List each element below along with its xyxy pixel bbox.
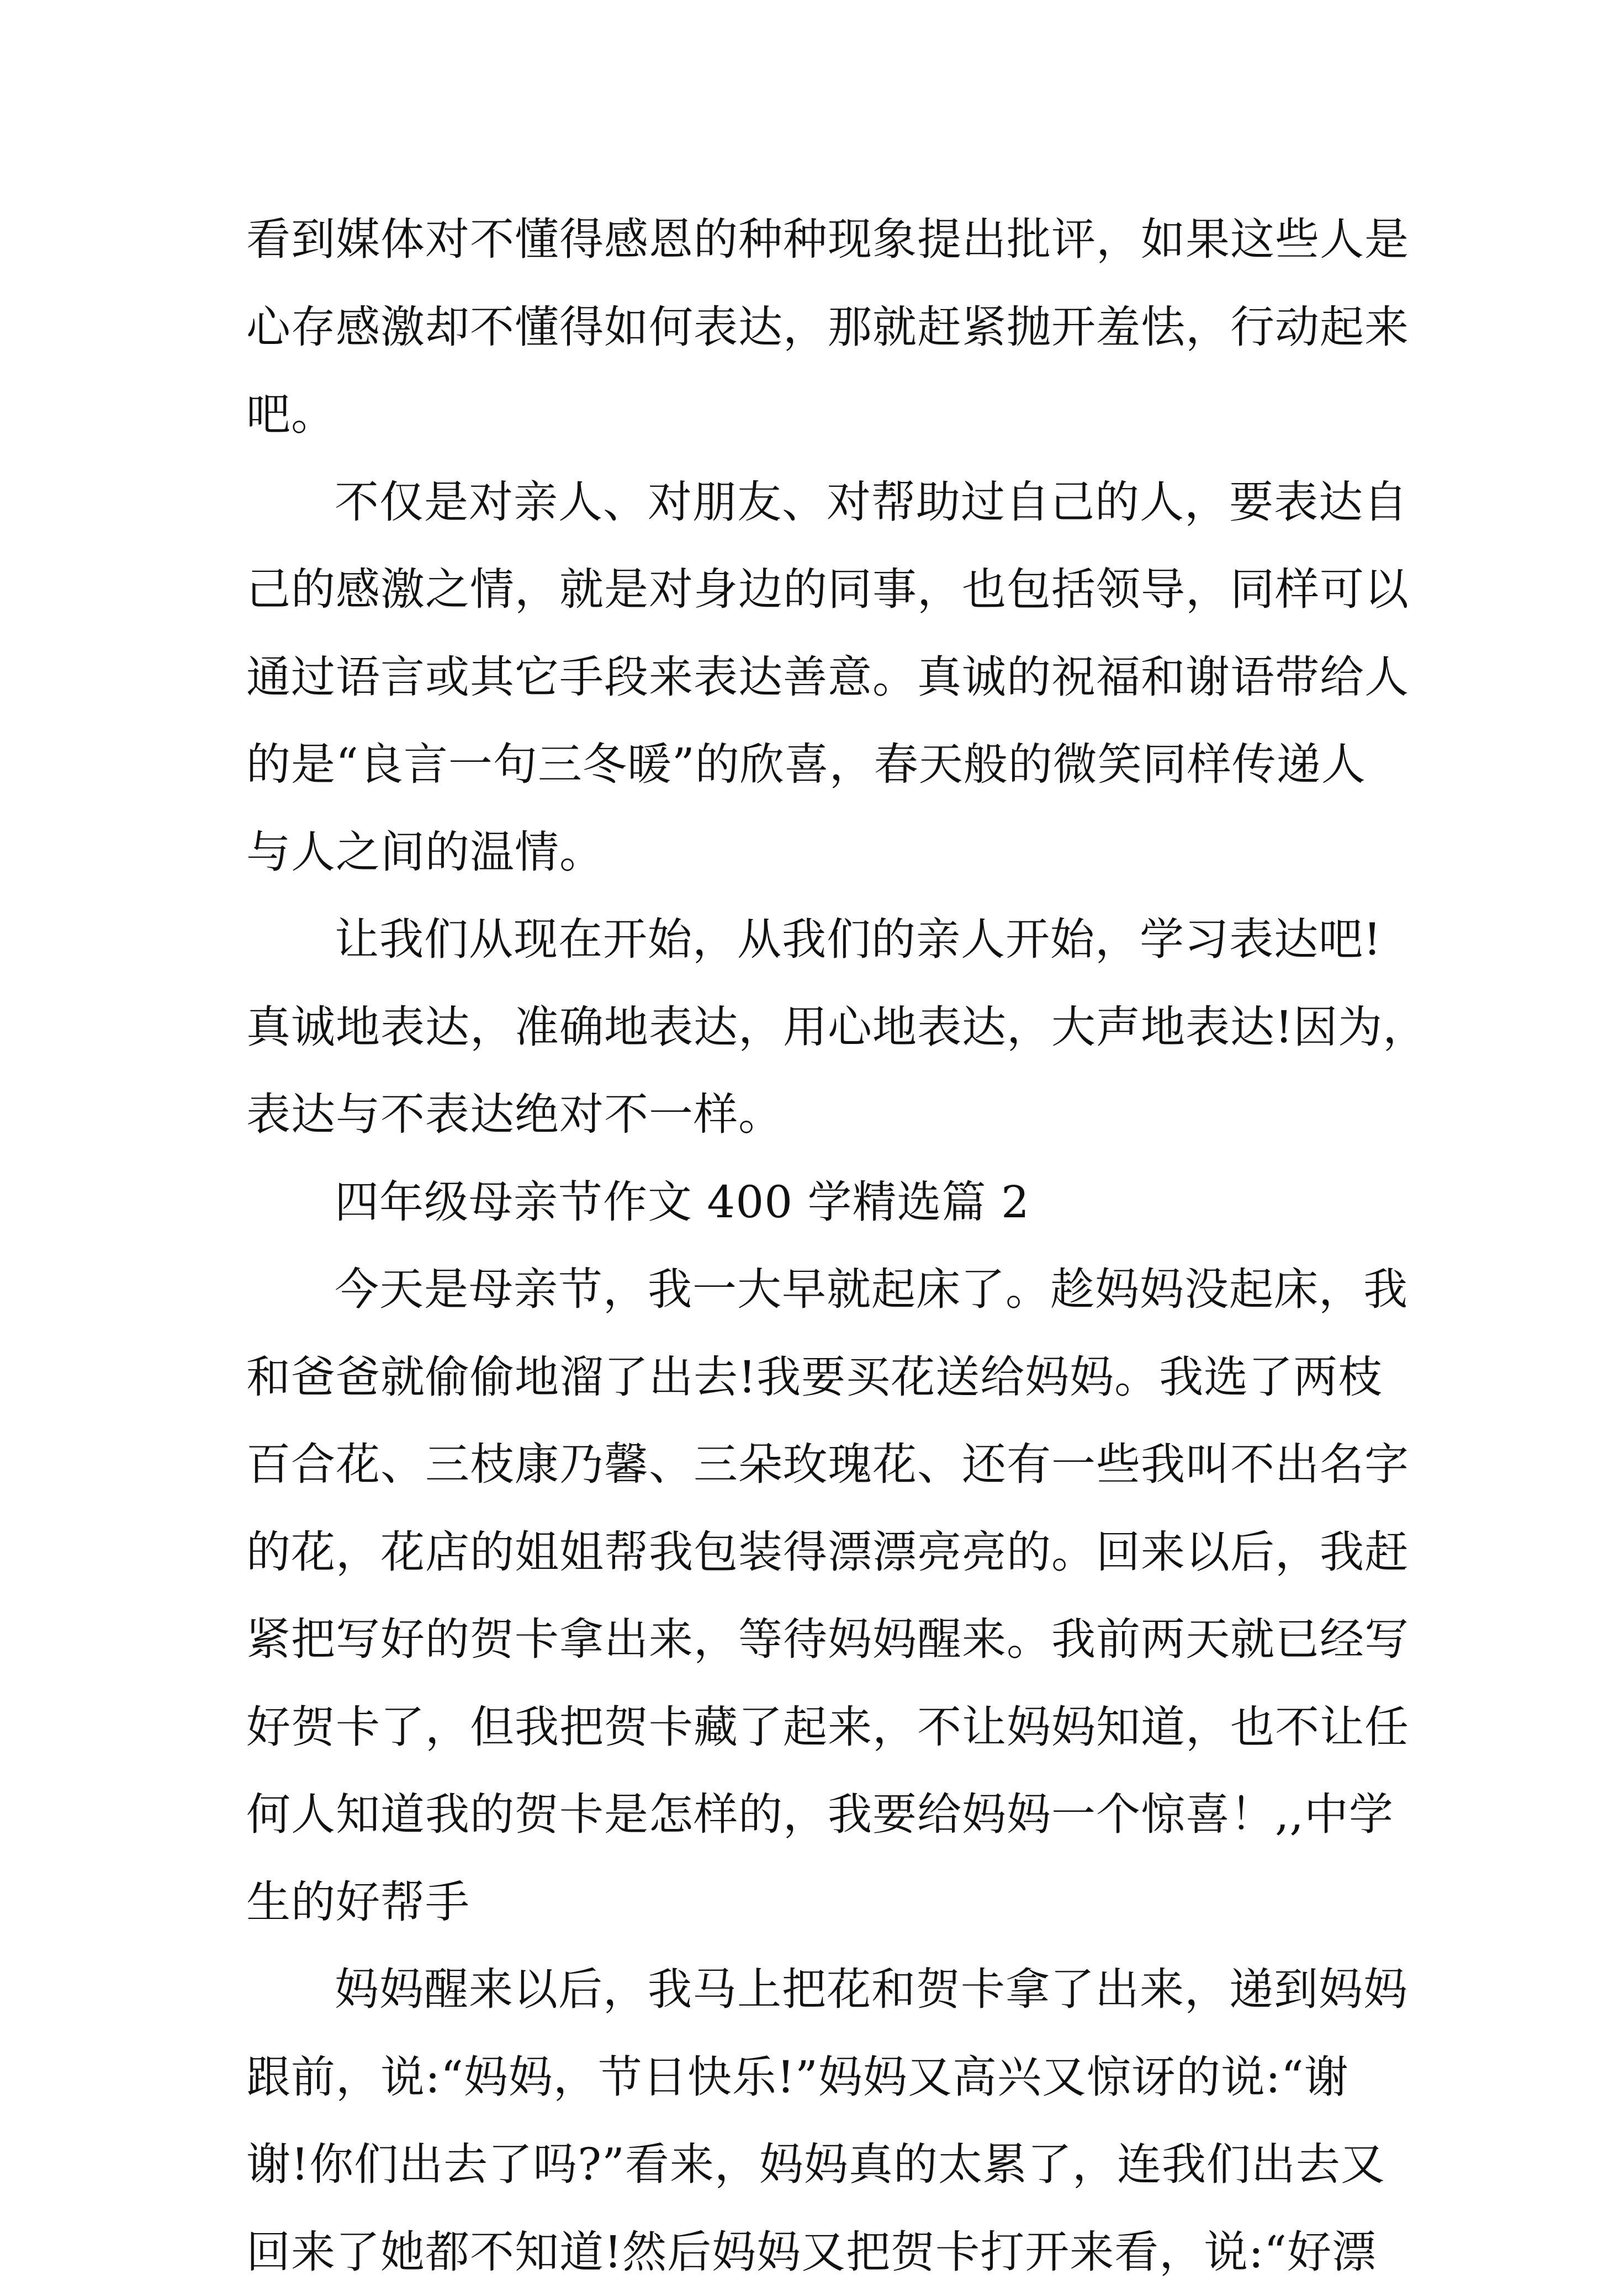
- text-line: 让我们从现在开始，从我们的亲人开始，学习表达吧!: [246, 896, 1373, 984]
- text-line: 的花，花店的姐姐帮我包装得漂漂亮亮的。回来以后，我赶: [246, 1509, 1373, 1597]
- text-line: 不仅是对亲人、对朋友、对帮助过自己的人，要表达自: [246, 459, 1373, 547]
- text-line: 何人知道我的贺卡是怎样的，我要给妈妈一个惊喜！,,中学: [246, 1771, 1373, 1859]
- text-line: 妈妈醒来以后，我马上把花和贺卡拿了出来，递到妈妈: [246, 1946, 1373, 2034]
- text-line: 和爸爸就偷偷地溜了出去!我要买花送给妈妈。我选了两枝: [246, 1334, 1373, 1422]
- text-line: 吧。: [246, 371, 1373, 459]
- text-line: 好贺卡了，但我把贺卡藏了起来，不让妈妈知道，也不让任: [246, 1684, 1373, 1772]
- heading-line: 四年级母亲节作文 400 学精选篇 2: [246, 1159, 1373, 1247]
- text-line: 生的好帮手: [246, 1859, 1373, 1947]
- text-line: 的是“良言一句三冬暖”的欣喜，春天般的微笑同样传递人: [246, 721, 1373, 809]
- section-heading: [246, 1159, 1373, 1247]
- text-line: 看到媒体对不懂得感恩的种种现象提出批评，如果这些人是: [246, 196, 1373, 284]
- paragraph-2: [246, 459, 1373, 897]
- text-line: 百合花、三枝康乃馨、三朵玫瑰花、还有一些我叫不出名字: [246, 1421, 1373, 1509]
- text-line: 真诚地表达，准确地表达，用心地表达，大声地表达!因为，: [246, 984, 1373, 1072]
- text-line: 己的感激之情，就是对身边的同事，也包括领导，同样可以: [246, 546, 1373, 634]
- text-line: 与人之间的温情。: [246, 809, 1373, 897]
- text-line: 紧把写好的贺卡拿出来，等待妈妈醒来。我前两天就已经写: [246, 1596, 1373, 1684]
- text-line: 谢!你们出去了吗?”看来，妈妈真的太累了，连我们出去又: [246, 2121, 1373, 2209]
- text-line: 表达与不表达绝对不一样。: [246, 1071, 1373, 1159]
- paragraph-4: [246, 1246, 1373, 1946]
- paragraph-5: [246, 1946, 1373, 2296]
- text-line: 通过语言或其它手段来表达善意。真诚的祝福和谢语带给人: [246, 634, 1373, 722]
- paragraph-1: [246, 196, 1373, 459]
- text-line: 跟前，说:“妈妈，节日快乐!”妈妈又高兴又惊讶的说:“谢: [246, 2034, 1373, 2122]
- document-body: [246, 196, 1373, 2296]
- text-line: 回来了她都不知道!然后妈妈又把贺卡打开来看，说:“好漂: [246, 2209, 1373, 2296]
- text-line: 心存感激却不懂得如何表达，那就赶紧抛开羞怯，行动起来: [246, 284, 1373, 372]
- paragraph-3: [246, 896, 1373, 1159]
- text-line: 今天是母亲节，我一大早就起床了。趁妈妈没起床，我: [246, 1246, 1373, 1334]
